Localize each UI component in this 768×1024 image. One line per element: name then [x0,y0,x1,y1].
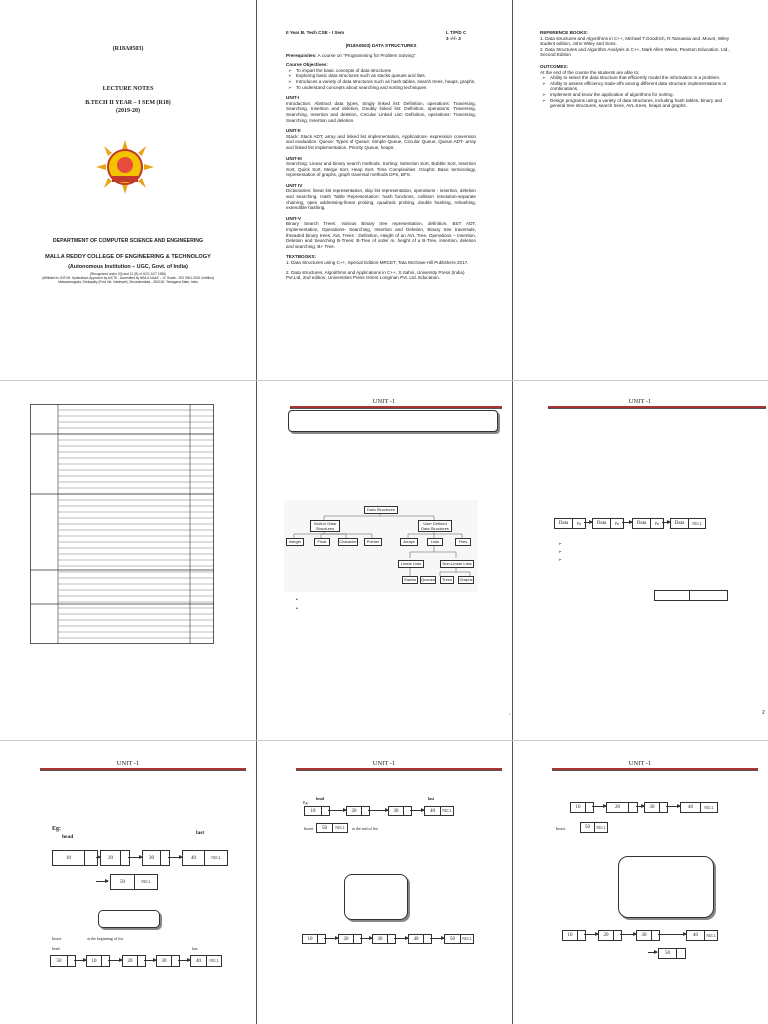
references-label: REFERENCE BOOKS: [540,30,588,35]
node-pointer-cell: NULL [688,519,705,528]
textbook-item: 2. Data structures, Algorithms and Applications in C++, S.Sahni, University Press (India) Pvt.Ltd, 2nd edition, Universities Press Orient Longman Pvt. Ltd. Education. [286,269,465,281]
node-character: Character [339,539,357,544]
unit-block [286,128,476,150]
link-arrow [430,938,444,939]
list-node [52,850,98,866]
node-data-cell: 40 [413,936,419,942]
head-label: head [62,834,74,840]
list-node [592,518,624,529]
definition-box [288,410,498,432]
node-files: Files [455,538,471,546]
unit-title: UNIT -1 [372,760,396,767]
new-node [110,874,158,890]
link-arrow [658,934,686,935]
node-data-cell: 20 [343,936,349,942]
bullet-point: • [296,606,298,612]
address-line: (Recognized under 2(f) and 12 (B) of UGC ACT 1956) [90,272,166,276]
link-arrow [666,806,680,807]
node-data-cell: 20 [615,805,620,810]
node-data-cell: 40 [191,855,196,861]
unit-block [286,216,476,250]
list-node [50,955,76,967]
unit-title: UNIT -1 [628,398,652,405]
node-lists: Lists [427,538,443,546]
node-pointer-cell: Ptr [572,519,585,528]
example-label: Eg: [52,826,61,832]
unit-text: Introduction: Abstract data types, Singly linked list: Definition, operations: Traversing, Searching, Insertion and deletion, Doubly linked list: Definition, operations: Traversing, Searching, Insertion and deletion, Circular Linked List: Definition, operations: Traversing, Searching, Insertion and deletion. [286,100,476,123]
bullet-point: • [296,597,298,603]
list-node [670,518,706,529]
insert-caption: at the beginning of list [87,936,124,941]
list-node [346,806,370,816]
new-node [316,823,348,833]
list-node [190,955,222,967]
code-box [98,910,160,928]
node-arrays: Arrays [400,538,418,546]
node-integer: Integer [286,538,304,546]
page-number: 2 [762,710,765,716]
address-line: (Affiliated to JNTUH, Hyderabad, Approved by AICTE - Accredited by NBA & NAAC – 'A' Grade - ISO 9001:2015 Certified) [42,276,214,280]
unit-text: Dictionaries: linear list representation, skip list representation, operations - insertion, deletion and searching. Hash Table Representation: hash functions, collision resolution-separate chaining, open addressing-linear probing, quadratic probing, double hashing, rehashing, extendible hashing. [286,188,476,211]
objective-item: ➢ Exploring basic data structures such as stacks queues and lists. [296,73,476,79]
list-node [100,850,130,866]
node-data-cell: 20 [127,958,133,964]
outcome-item: ➢ Ability to assess efficiency trade-offs among different data structure implementations or combinations. [550,81,730,92]
link-arrow [144,960,156,961]
last-label: last [428,796,434,801]
unit-block [286,156,476,178]
node-queues: Queues [421,577,436,582]
list-node [644,802,668,813]
link-arrow [620,934,636,935]
college-address [20,272,236,284]
node-float: Float [314,538,330,546]
department-name: DEPARTMENT OF COMPUTER SCIENCE AND ENGINEERING [52,238,204,244]
prereq-label: Prerequisites: [286,52,317,58]
node-data-cell: 20 [603,933,609,938]
node-data-cell: Data [596,521,607,526]
list-node [122,955,146,967]
outcomes-intro: At the end of the course the students are able to: [540,69,640,75]
objectives-label: Course Objectives: [286,62,328,68]
new-node [580,822,608,833]
list-node [388,806,412,816]
node-pointer-cell: Ptr [610,519,623,528]
unit-title: UNIT -1 [372,398,396,405]
list-node [598,930,622,941]
node-data-cell: 20 [108,855,113,861]
null-pointer: NULL [440,807,453,815]
list-node [554,518,586,529]
insert-label: Insert [304,826,314,831]
node-data-cell: 30 [393,808,399,814]
header-year: II Year B. Tech CSE - I Sem [286,30,345,35]
node-data-cell: 40 [196,958,201,964]
unit-title-rule [552,768,758,771]
link-arrow [96,881,108,882]
node-builtin: Built-in Data Structures [310,520,340,532]
unit-title: UNIT -1 [116,760,140,767]
unit-text: Stack: Stack ADT, array and linked list implementation, Applications- expression conversion and evaluation. Queue: Types of Queue: Simple Queue, Circular Queue, Queue ADT- array and linked list implementation. Priority Queue, heaps. [286,133,476,150]
node-data-cell: 50 [585,825,590,830]
node-data-cell: Data [636,521,647,526]
list-node [304,806,330,816]
textbooks-label: TEXTBOOKS: [286,254,317,260]
node-diagram-box [654,590,728,601]
null-pointer: NULL [704,931,717,940]
link-arrow [584,934,598,935]
node-stacks: Stacks [403,577,416,582]
college-name: MALLA REDDY COLLEGE OF ENGINEERING & TECHNOLOGY [45,254,211,260]
link-arrow [168,857,182,858]
outcomes-list [540,75,730,109]
references-page [540,30,730,109]
list-node [302,934,326,944]
outcomes-label: OUTCOMES: [540,63,569,69]
address-line: Maisammaguda, Dhulapally (Post Via. Hakimpet), Secunderabad – 500100, Telangana State, India [58,280,198,284]
column-divider [512,0,513,1024]
node-pointer: Pointer [364,538,382,546]
node-data-cell: 10 [310,808,316,814]
link-arrow [360,938,372,939]
textbook-item: 1. Data Structures using C++, Special Edition-MRCET, Tata McGraw-Hill Publishers 2017. [286,260,469,265]
node-nonlinear-lists: Non-Linear Lists [440,560,474,568]
node-trees: Trees [441,577,453,582]
link-arrow [368,810,388,811]
list-node [86,955,110,967]
node-data-cell: 10 [307,936,313,942]
list-node [338,934,362,944]
node-data-cell: 30 [149,855,154,861]
objective-item: ➢ To understand concepts about searching and sorting techniques [296,85,476,91]
link-arrow [108,960,122,961]
head-label: head [316,796,325,801]
unit-title-rule [296,768,502,771]
list-node [680,802,718,813]
unit-block [286,95,476,123]
insert-caption: at the end of list [352,826,378,831]
unit-title-rule [40,768,246,771]
code-box [618,856,714,918]
link-arrow [648,952,657,953]
insert-label: Insert [556,826,566,831]
data-structures-diagram [284,500,478,592]
null-pointer: NULL [134,875,157,889]
node-root: Data Structures [364,506,398,514]
list-node [562,930,586,941]
unit-block [286,183,476,211]
objective-item: ➢ Introduces a variety of data structures such as hash tables, search trees, heaps, graphs. [296,79,476,85]
list-node [636,930,660,941]
unit-label: UNIT IV [286,182,303,188]
node-pointer-cell: Ptr [650,519,663,528]
unit-title: UNIT -1 [628,760,652,767]
node-data-cell: 20 [351,808,357,814]
null-pointer: NULL [204,851,227,865]
objective-item: ➢ To impart the basic concepts of data structures [296,68,476,74]
node-data-cell: 40 [430,808,435,814]
header-ltp: L T/P/D C [446,30,467,35]
node-graphs: Graphs [459,577,473,582]
insert-text [52,936,123,941]
link-arrow [584,522,592,523]
node-data-cell: 10 [91,958,97,964]
null-pointer: NULL [700,803,717,812]
node-data-cell: Data [558,521,569,526]
list-node [686,930,718,941]
link-arrow [74,960,86,961]
list-node [444,934,474,944]
academic-year: (2019-20) [116,108,140,114]
node-data-cell: 50 [120,879,125,885]
unit-label: UNIT-II [286,128,301,134]
page-marker: , [509,710,511,716]
link-arrow [622,522,632,523]
reference-item: 2. Data Structures and Algorithm Analysis in C++, Mark Allen Weiss, Pearson Education. Ltd., Second Edition [540,46,730,58]
unit-text: Binary Search Trees: Various Binary tree representation, definition, BST ADT, Implementation, Operations- Searching, Insertion and Deletion, Binary tree traversals, threaded binary trees, AVL Trees : Definition, Height of an AVL Tree, Operations – Insertion, Deletion and Searching B-Trees: B-Tree of order m, height of a B-Tree, insertion, deletion and searching, B+ Tree. [286,221,476,249]
node-data-cell: 50 [450,936,455,942]
null-pointer: NULL [594,823,607,832]
institution-status: (Autonomous Institution – UGC, Govt. of India) [68,264,188,270]
last-label: last [196,830,205,836]
code-box [344,874,408,920]
column-divider [256,0,257,1024]
list-node [156,955,180,967]
unit-label: UNIT-V [286,215,302,221]
head-label: head [52,946,60,951]
link-arrow [128,857,142,858]
link-arrow [592,806,606,807]
header-ltp-values: 3 -/-/- 3 [446,36,461,41]
outcome-item: ➢ Implement and know the application of algorithms for sorting . [550,92,730,98]
null-pointer: NULL [460,935,473,943]
node-data-cell: 10 [567,933,573,938]
prereq-text: A course on "Programming for Problem Solving". [317,52,417,58]
link-arrow [410,810,424,811]
node-data-cell: 50 [56,958,62,964]
node-data-cell: Data [674,521,685,526]
node-data-cell: 50 [322,825,327,831]
node-data-cell: 30 [641,933,647,938]
link-arrow [394,938,408,939]
row-divider [0,380,768,381]
example-label: Eg: [303,800,309,805]
contents-table [30,404,214,644]
list-node [372,934,396,944]
node-data-cell: 30 [649,805,655,810]
new-node [658,948,686,959]
objectives-list [286,68,476,90]
null-pointer: NULL [332,824,347,832]
node-data-cell: 50 [665,951,670,956]
lecture-notes-heading: LECTURE NOTES [102,86,154,92]
link-arrow [178,960,190,961]
arrow-bullets: ➢ ➢ ➢ [558,541,562,562]
node-user-defined: User Defined Data Structures [418,520,452,532]
node-linear-lists: Linear Lists [398,560,424,568]
link-arrow [636,806,644,807]
node-data-cell: 30 [377,936,383,942]
row-divider [0,740,768,741]
node-data-cell: 40 [693,933,698,938]
unit-label: UNIT-III [286,155,302,161]
null-pointer: NULL [206,956,221,966]
syllabus-page [286,30,476,281]
year-sem: B.TECH II YEAR – I SEM (R18) [85,100,171,106]
outcome-item: ➢ Design programs using a variety of data structures, including hash tables, binary and general tree structures, search trees, AVL-trees, heaps and graphs. [550,98,730,109]
node-data-cell: 10 [66,855,71,861]
list-node [570,802,594,813]
course-code: (R18A0503) [112,46,144,52]
link-arrow [324,938,338,939]
list-node [606,802,638,813]
insert-label: Insert [52,936,62,941]
last-label: last [192,946,198,951]
list-node [142,850,170,866]
unit-title-rule [290,406,502,409]
course-title: (R18A0503) DATA STRUCTURES [345,43,417,48]
unit-text: Searching: Linear and binary search methods. Sorting: Selection Sort, Bubble Sort, Insertion Sort, Quick Sort, Merge Sort, Heap Sort. Time Complexities .Graphs: Basic terminology, representation of graphs, graph traversal methods DFS, BFS. [286,161,476,178]
list-node [182,850,228,866]
unit-title-rule [548,406,766,409]
reference-item: 1. Data structures and Algorithms in C++, Michael T.Goodrich, R.Tamassia and .Mount, Wiley student edition, John Wiley and Sons. [540,35,730,47]
node-data-cell: 10 [575,805,581,810]
link-arrow [328,810,346,811]
unit-label: UNIT-I [286,95,300,101]
list-node [408,934,432,944]
node-data-cell: 40 [688,805,693,810]
node-data-cell: 30 [161,958,167,964]
list-node [632,518,664,529]
link-arrow [662,522,670,523]
college-logo [94,138,156,196]
outcome-item: ➢ Ability to select the data structure that efficiently model the information in a problem. [550,75,730,81]
list-node [424,806,454,816]
